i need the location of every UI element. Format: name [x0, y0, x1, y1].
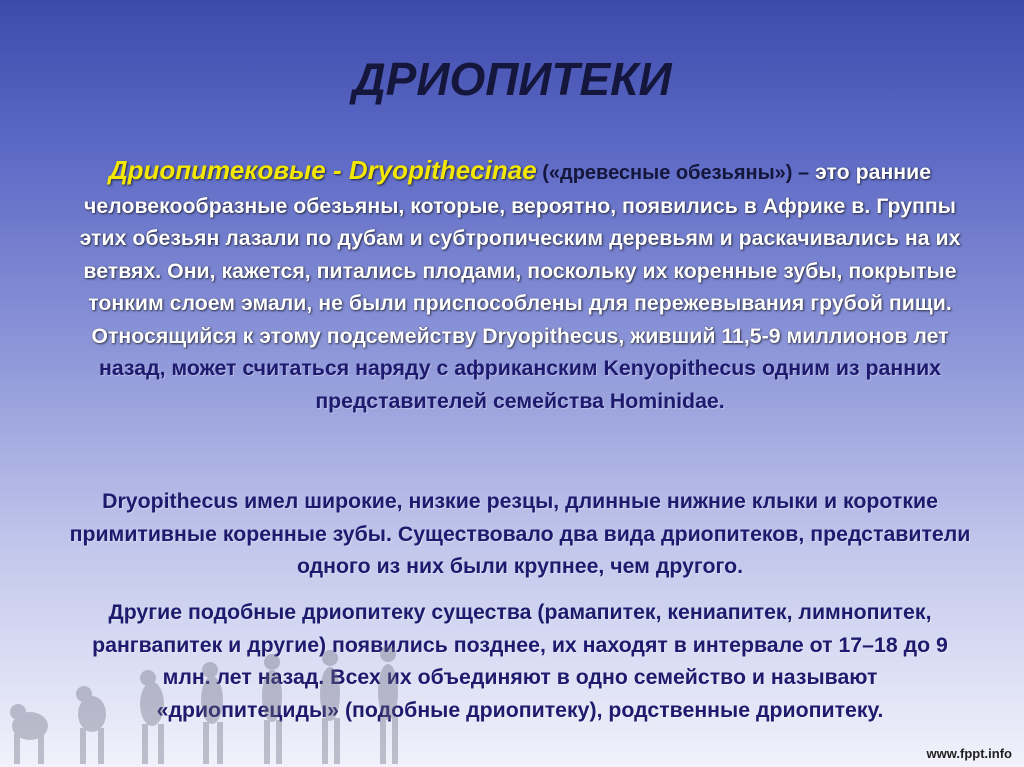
paragraph-3: Другие подобные дриопитеку существа (рамапитек, кениапитек, лимнопитек, рангвапитек и другие) появились позднее, их находят в интервале от 17–18 до 9 млн. лет назад. Всех их объединяют в одно семейство и называют «дриопитециды» (подобные дриопитеку), родственные дриопитеку.	[92, 600, 948, 722]
paragraph-1-body-dark: назад, может считаться наряду с африканским Kenyopithecus одним из ранних представителей семейства Hominidae.	[98, 356, 942, 413]
footer-url[interactable]: www.fppt.info	[926, 746, 1012, 761]
slide-title: ДРИОПИТЕКИ	[352, 53, 672, 105]
paragraph-1-body: это ранние человекообразные обезьяны, которые, вероятно, появились в Африке в. Группы этих обезьян лазали по дубам и субтропическим деревьям и раскачивались на их ветвях. Они, кажется, питались плодами, поскольку их коренные зубы, покрытые тонким слоем эмали, не были приспособлены для пережевывания грубой пищи. Относящийся к этому подсемейству Dryopithecus, живший 11,5-9 миллионов лет	[79, 160, 961, 348]
paragraph-2: Dryopithecus имел широкие, низкие резцы, длинные нижние клыки и короткие примитивные коренные зубы. Существовало два вида дриопитеков, представители одного из них были крупнее, чем другого.	[69, 489, 971, 578]
paragraph-1-lead: Дриопитековые - Dryopithecinae	[108, 155, 537, 185]
human-evolution-silhouette-icon	[0, 630, 430, 767]
paragraph-1	[60, 154, 980, 417]
paragraph-1-lead-note: («древесные обезьяны») –	[536, 162, 810, 184]
